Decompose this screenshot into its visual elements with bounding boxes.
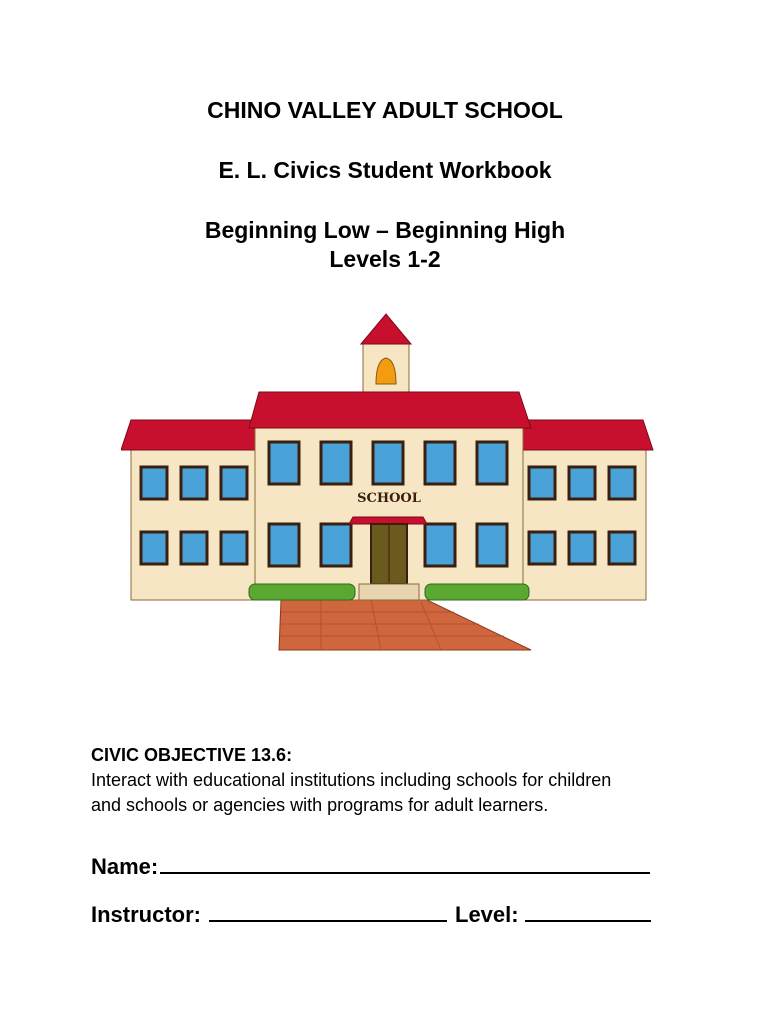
school-title: CHINO VALLEY ADULT SCHOOL [207, 97, 563, 123]
level-blank-line[interactable] [525, 898, 651, 922]
entrance-awning [349, 517, 427, 524]
name-blank-line[interactable] [160, 850, 650, 874]
civic-objective-heading: CIVIC OBJECTIVE 13.6: [91, 745, 293, 765]
instructor-blank-line[interactable] [209, 898, 447, 922]
brick-walkway [279, 600, 531, 650]
instructor-label: Instructor: [91, 902, 201, 927]
left-wing-roof [121, 420, 256, 450]
level-range-title: Beginning Low – Beginning High [204, 217, 566, 243]
right-hedge [425, 584, 529, 600]
left-hedge [249, 584, 355, 600]
entrance-steps [359, 584, 419, 600]
tower-roof [361, 314, 411, 344]
right-wing-roof [521, 420, 653, 450]
civic-objective-text-line-2: and schools or agencies with programs for adult learners. [91, 795, 549, 815]
school-building-illustration [121, 312, 655, 652]
workbook-title: E. L. Civics Student Workbook [218, 157, 552, 183]
name-field-row [91, 850, 650, 880]
name-label: Name: [91, 854, 159, 879]
instructor-level-row [91, 898, 651, 928]
level-label: Level: [455, 902, 519, 927]
school-sign: SCHOOL [357, 491, 421, 506]
levels-subtitle: Levels 1-2 [329, 246, 441, 272]
main-roof [249, 392, 531, 428]
civic-objective-text-line-1: Interact with educational institutions including schools for children [91, 770, 612, 790]
